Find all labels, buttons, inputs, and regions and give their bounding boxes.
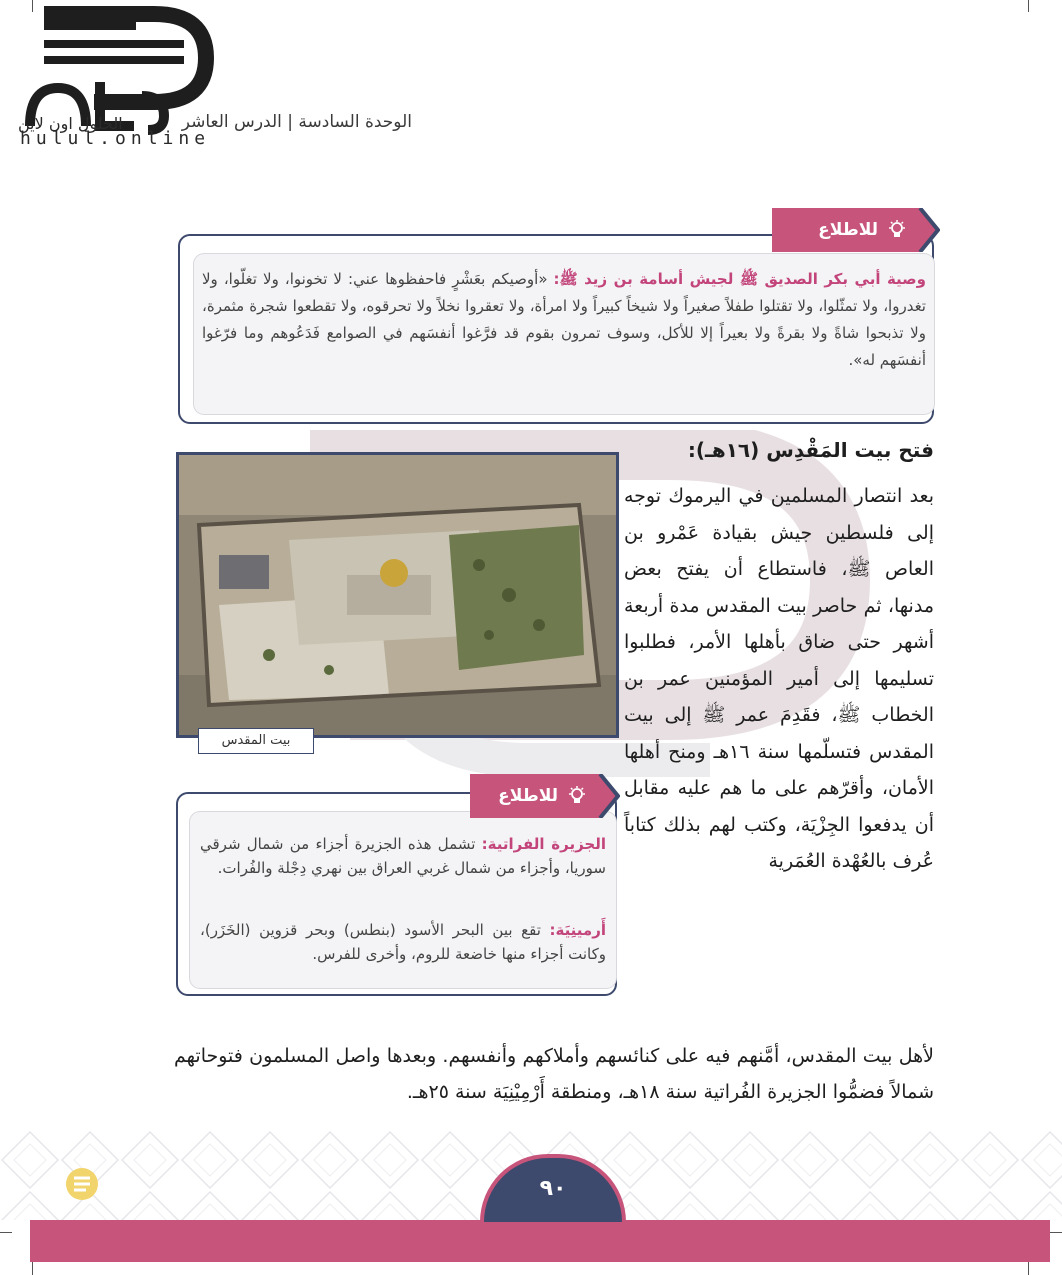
lightbulb-icon (886, 219, 908, 241)
aerial-photo-illustration (179, 455, 616, 735)
footer-band (30, 1220, 1050, 1262)
page-number: ٩٠ (539, 1176, 567, 1201)
section-heading: فتح بيت المَقْدِس (١٦هـ): (687, 438, 934, 462)
box-1-body: «أوصيكم بعَشْرٍ فاحفظوها عني: لا تخونوا، ولا تغلّوا، ولا تغدروا، ولا تمثّلوا، ولا تقتلوا طفلاً صغيراً ولا شيخاً كبيراً ولا امرأة، ولا تعقروا نخلاً ولا تحرقوه، ولا تقطعوا شجرة مثمرة، ولا تذبحوا شاةً ولا بقرةً ولا بعيراً إلا للأكل، وسوف تمرون بقوم قد فرَّغوا أنفسَهم في الصوامع فَدَعُوهم وما فرّغوا أنفسَهم له». (202, 270, 926, 369)
coin-icon (60, 1160, 104, 1204)
section-full-text: لأهل بيت المقدس، أمَّنهم فيه على كنائسهم وأملاكهم وأنفسهم. وبعدها واصل المسلمون فتوحاتهم شمالاً فضمُّوا الجزيرة الفُراتية سنة ١٨هـ، ومنطقة أَرْمِيْنِيَة سنة ٢٥هـ. (174, 1045, 934, 1103)
box-2-entry-2 (200, 918, 606, 966)
photo-caption: بيت المقدس (198, 728, 314, 754)
logo-wordmark: hulul.online (20, 128, 211, 149)
section-column-text: بعد انتصار المسلمين في اليرموك توجه إلى فلسطين جيش بقيادة عَمْرو بن العاص ﷺ، فاستطاع أن يفتح بعض مدنها، ثم حاصر بيت المقدس مدة أربعة أشهر حتى ضاق بأهلها الأمر، فطلبوا تسليمها إلى أمير المؤمنين عمر بن الخطاب ﷺ، فقَدِمَ عمر ﷺ إلى بيت المقدس فتسلّمها سنة ١٦هـ ومنح أهلها الأمان، وأقرّهم على ما هم عليه مقابل أن يدفعوا الجِزْيَة، وكتب لهم بذلك كتاباً عُرف بالعُهْدة العُمَرية (624, 485, 934, 872)
box-1-highlight: وصية أبي بكر الصديق ﷺ لجيش أسامة بن زيد ﷺ: (553, 270, 926, 288)
crop-mark (1050, 1232, 1062, 1233)
ribbon-2 (470, 776, 602, 816)
box-1-text (202, 266, 926, 374)
box-2-def-2: تقع بين البحر الأسود (بنطس) وبحر قزوين (الخَزَر)، وكانت أجزاء منها خاضعة للروم، وأخرى للفرس. (200, 921, 606, 963)
crop-mark (0, 1232, 12, 1233)
ribbon-2-label: للاطلاع (498, 786, 558, 806)
lesson-header: الوحدة السادسة | الدرس العاشر (181, 112, 412, 132)
box-2-def-1: تشمل هذه الجزيرة أجزاء من شمال شرقي سوريا، وأجزاء من شمال غربي العراق بين نهري دِجْلة والفُرات. (200, 835, 606, 877)
ribbon-1-label: للاطلاع (818, 220, 878, 240)
ribbon-1 (772, 210, 922, 250)
lightbulb-icon (566, 785, 588, 807)
box-2-entry-1 (200, 832, 606, 880)
al-aqsa-photo (176, 452, 619, 738)
box-2-term-2: أَرمينِيَة: (549, 921, 606, 939)
crop-mark (1028, 0, 1029, 12)
logo-arabic-text: الحلول اون لاين (18, 114, 123, 133)
box-2-term-1: الجزيرة الفراتية: (481, 835, 606, 853)
